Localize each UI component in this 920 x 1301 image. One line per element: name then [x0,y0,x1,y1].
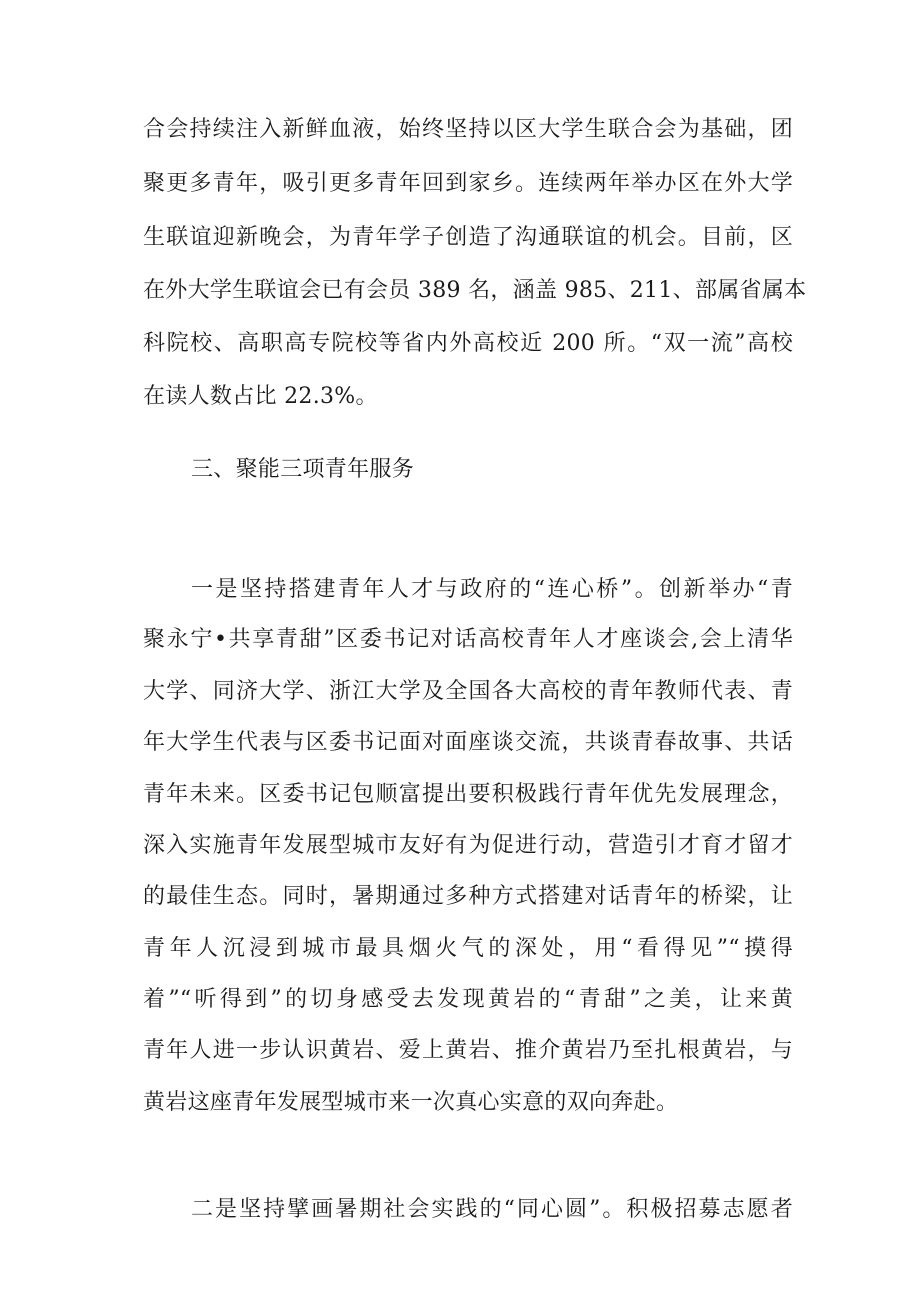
paragraph-2-line-10: 青年人进一步认识黄岩、爱上黄岩、推介黄岩乃至扎根黄岩，与 [143,1038,793,1063]
paragraph-2-line-9: 着”“听得到”的切身感受去发现黄岩的“青甜”之美，让来黄 [143,987,793,1012]
paragraph-2-line-6: 深入实施青年发展型城市友好有为促进行动，营造引才育才留才 [143,833,793,858]
paragraph-2-line-2: 聚永宁•共享青甜”区委书记对话高校青年人才座谈会,会上清华 [143,627,793,652]
paragraph-1-line-2: 聚更多青年，吸引更多青年回到家乡。连续两年举办区在外大学 [143,171,793,196]
paragraph-1-line-4: 在外大学生联谊会已有会员 389 名，涵盖 985、211、部属省属本 [143,278,807,303]
section-heading: 三、聚能三项青年服务 [191,457,415,482]
paragraph-1-line-6: 在读人数占比 22.3%。 [143,384,378,409]
paragraph-2-line-5: 青年未来。区委书记包顺富提出要积极践行青年优先发展理念， [143,782,793,807]
paragraph-3-line-1: 二是坚持擘画暑期社会实践的“同心圆”。积极招募志愿者 [191,1197,793,1222]
paragraph-2-line-3: 大学、同济大学、浙江大学及全国各大高校的青年教师代表、青 [143,679,793,704]
paragraph-1-line-1: 合会持续注入新鲜血液，始终坚持以区大学生联合会为基础，团 [143,117,793,142]
paragraph-2-line-7: 的最佳生态。同时，暑期通过多种方式搭建对话青年的桥梁，让 [143,884,793,909]
paragraph-2-line-1: 一是坚持搭建青年人才与政府的“连心桥”。创新举办“青 [191,577,793,602]
paragraph-2-line-8: 青年人沉浸到城市最具烟火气的深处，用“看得见”“摸得 [143,936,793,961]
paragraph-2-line-4: 年大学生代表与区委书记面对面座谈交流，共谈青春故事、共话 [143,730,793,755]
paragraph-1-line-5: 科院校、高职高专院校等省内外高校近 200 所。“双一流”高校 [143,331,793,356]
paragraph-2-line-11: 黄岩这座青年发展型城市来一次真心实意的双向奔赴。 [143,1090,679,1115]
paragraph-1-line-3: 生联谊迎新晚会，为青年学子创造了沟通联谊的机会。目前，区 [143,225,793,250]
